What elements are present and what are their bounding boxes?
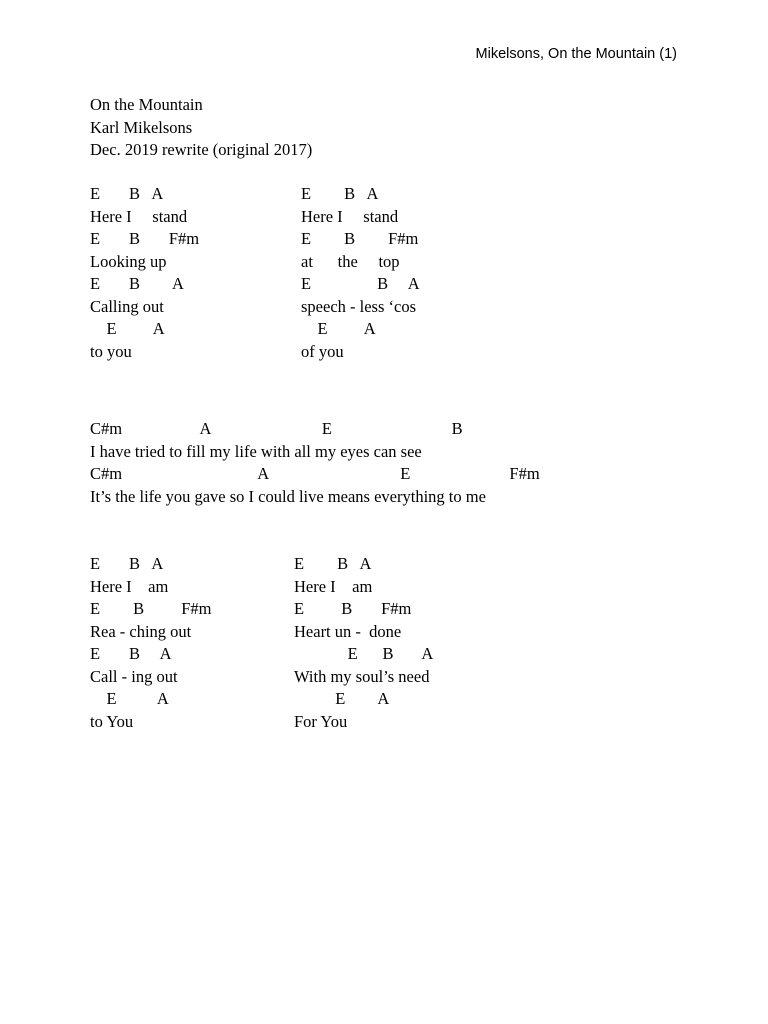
lyric-line: For You: [294, 711, 348, 731]
lyric-line: speech - less ‘cos: [301, 296, 417, 316]
song-title: On the Mountain: [90, 95, 203, 114]
lyric-line: Here I stand: [90, 206, 188, 226]
chord-line: E A: [90, 689, 169, 708]
chord-line: E B F#m: [90, 229, 200, 248]
song-title-block: [90, 94, 312, 162]
chord-line: E B F#m: [301, 229, 419, 248]
lyric-line: It’s the life you gave so I could live means everything to me: [90, 486, 486, 506]
verse2-left-column: [90, 553, 211, 733]
lyric-line: Here I am: [90, 576, 169, 596]
chord-line: E B A: [90, 554, 164, 573]
lyric-line: to you: [90, 341, 132, 361]
chord-line: E A: [90, 319, 165, 338]
lyric-line: at the top: [301, 251, 400, 271]
running-header: Mikelsons, On the Mountain (1): [475, 46, 677, 62]
chord-line: E B F#m: [294, 599, 412, 618]
chorus-block: [90, 418, 540, 508]
verse1-left-column: [90, 183, 199, 363]
lyric-line: of you: [301, 341, 344, 361]
chord-line: E A: [301, 319, 376, 338]
lyric-line: Call - ing out: [90, 666, 178, 686]
chord-line: E B A: [90, 644, 172, 663]
lyric-line: Rea - ching out: [90, 621, 192, 641]
chord-line: E B A: [90, 184, 164, 203]
chord-line: E B A: [90, 274, 184, 293]
verse2-right-column: [294, 553, 433, 733]
lyric-line: Here I stand: [301, 206, 399, 226]
lyric-line: Heart un - done: [294, 621, 402, 641]
song-author: Karl Mikelsons: [90, 117, 193, 137]
chord-line: E B A: [301, 274, 420, 293]
song-date: Dec. 2019 rewrite (original 2017): [90, 140, 313, 159]
chord-line: E B A: [294, 644, 434, 663]
chord-line: E B A: [294, 554, 372, 573]
lyric-line: Here I am: [294, 576, 373, 596]
chord-line: E B A: [301, 184, 379, 203]
verse1-right-column: [301, 183, 420, 363]
chord-line: C#m A E B: [90, 419, 463, 438]
lyric-line: to You: [90, 711, 134, 731]
lyric-line: I have tried to fill my life with all my eyes can see: [90, 441, 422, 461]
lyric-line: Looking up: [90, 251, 167, 271]
chord-line: E B F#m: [90, 599, 212, 618]
lyric-line: Calling out: [90, 296, 164, 316]
lyric-line: With my soul’s need: [294, 666, 430, 686]
chord-line: C#m A E F#m: [90, 464, 540, 483]
chord-line: E A: [294, 689, 390, 708]
